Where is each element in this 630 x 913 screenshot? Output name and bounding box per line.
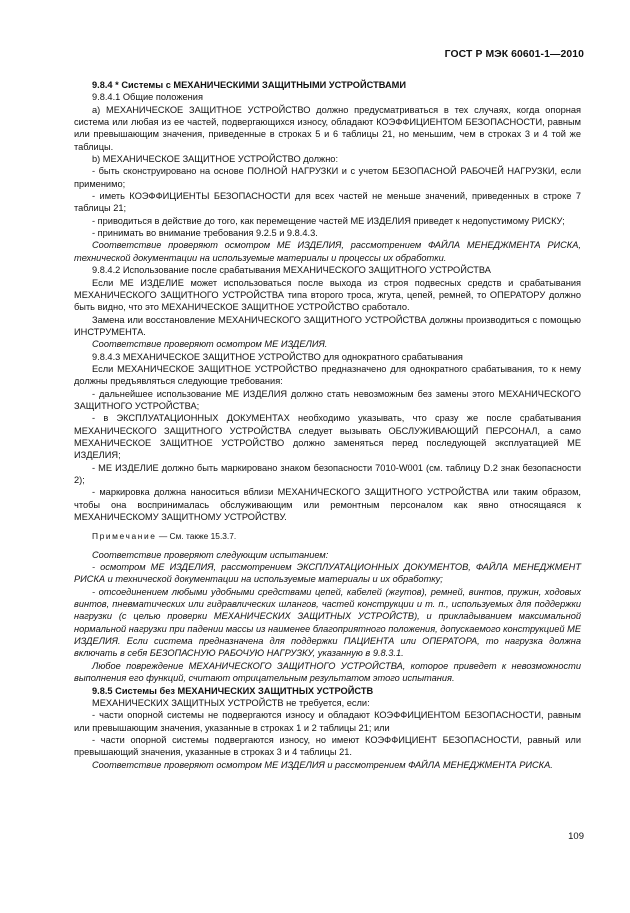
compliance-paragraph: Любое повреждение МЕХАНИЧЕСКОГО ЗАЩИТНОГО УСТРОЙСТВА, которое приведет к невозможности выполнения его функций, считают отрицательным результатом этого испытания. xyxy=(74,660,581,684)
paragraph: Если МЕХАНИЧЕСКОЕ ЗАЩИТНОЕ УСТРОЙСТВО предназначено для однократного срабатывания, то к нему должны предъявляться следующие требования: xyxy=(74,363,581,387)
list-item: - приводиться в действие до того, как перемещение частей МЕ ИЗДЕЛИЯ приведет к недопустимому РИСКУ; xyxy=(92,215,565,226)
subsection-heading-9-8-4-2: 9.8.4.2 Использование после срабатывания МЕХАНИЧЕСКОГО ЗАЩИТНОГО УСТРОЙСТВА xyxy=(92,265,491,276)
test-list-item: - осмотром МЕ ИЗДЕЛИЯ, рассмотрением ЭКСПЛУАТАЦИОННЫХ ДОКУМЕНТОВ, ФАЙЛА МЕНЕДЖМЕНТ РИСКА и технической документации на используемые материалы и их обработку; xyxy=(74,562,581,585)
list-item: - части опорной системы подвергаются износу, но имеют КОЭФФИЦИЕНТ БЕЗОПАСНОСТИ, равный или превышающий значения, указанные в строках 3 и 4 таблицы 21. xyxy=(74,734,581,758)
compliance-paragraph: Соответствие проверяют осмотром МЕ ИЗДЕЛИЯ и рассмотрением ФАЙЛА МЕНЕДЖМЕНТА РИСКА. xyxy=(92,759,553,770)
paragraph: Если МЕ ИЗДЕЛИЕ может использоваться после выхода из строя подвесных средств и срабатывания МЕХАНИЧЕСКОГО ЗАЩИТНОГО УСТРОЙСТВА типа второго троса, жгута, цепей, ремней, то ОПЕРАТОРУ должно быть видно, что это МЕХАНИЧЕСКОЕ ЗАЩИТНОЕ УСТРОЙСТВО сработало. xyxy=(74,277,581,313)
list-item: - принимать во внимание требования 9.2.5 и 9.8.4.3. xyxy=(92,228,318,239)
paragraph: МЕХАНИЧЕСКИХ ЗАЩИТНЫХ УСТРОЙСТВ не требуется, если: xyxy=(92,697,370,708)
test-list-item: - отсоединением любыми удобными средствами цепей, кабелей (жгутов), ремней, винтов, пружин, ходовых винтов, пневматических или гидравлических шлангов, частей конструкции и т. п., используемых для поддержки нагрузки (с целью проверки МЕХАНИЧЕСКИХ ЗАЩИТНЫХ УСТРОЙСТВ), и прикладыванием максимальной нормальной нагрузки при падении массы из наименее благоприятного положения, допускаемого конструкцией МЕ ИЗДЕЛИЯ. Если система предназначена для поддержки ПАЦИЕНТА или ОПЕРАТОРА, то нагрузка должна включать в себя БЕЗОПАСНУЮ РАБОЧУЮ НАГРУЗКУ, указанную в 9.8.3.1. xyxy=(74,586,581,659)
section-heading-9-8-5: 9.8.5 Системы без МЕХАНИЧЕСКИХ ЗАЩИТНЫХ УСТРОЙСТВ xyxy=(92,685,374,696)
compliance-paragraph: Соответствие проверяют осмотром МЕ ИЗДЕЛИЯ. xyxy=(92,339,328,350)
paragraph: а) МЕХАНИЧЕСКОЕ ЗАЩИТНОЕ УСТРОЙСТВО должно предусматриваться в тех случаях, когда опорная система или любая из ее частей, подвергающихся износу, обладают КОЭФФИЦИЕНТОМ БЕЗОПАСНОСТИ, равным или превышающим значения, приведенные в строках 5 и 6 таблицы 21, но меньшим, чем в строках 3 и 4 той же таблицы. xyxy=(74,104,581,152)
standard-header: ГОСТ Р МЭК 60601-1—2010 xyxy=(444,49,584,60)
subsection-heading-9-8-4-1: 9.8.4.1 Общие положения xyxy=(92,92,203,103)
paragraph: b) МЕХАНИЧЕСКОЕ ЗАЩИТНОЕ УСТРОЙСТВО должно: xyxy=(92,154,339,165)
list-item: - иметь КОЭФФИЦИЕНТЫ БЕЗОПАСНОСТИ для всех частей не меньше значений, приведенных в строке 7 таблицы 21; xyxy=(74,191,581,214)
list-item: - в ЭКСПЛУАТАЦИОННЫХ ДОКУМЕНТАХ необходимо указывать, что сразу же после срабатывания МЕХАНИЧЕСКОГО ЗАЩИТНОГО УСТРОЙСТВА следует вызывать ОБСЛУЖИВАЮЩИЙ ПЕРСОНАЛ, а само МЕХАНИЧЕСКОЕ ЗАЩИТНОЕ УСТРОЙСТВО должно заменяться перед последующей эксплуатацией МЕ ИЗДЕЛИЯ; xyxy=(74,413,581,461)
note xyxy=(74,530,581,542)
list-item: - быть сконструировано на основе ПОЛНОЙ НАГРУЗКИ и с учетом БЕЗОПАСНОЙ РАБОЧЕЙ НАГРУЗКИ, если применимо; xyxy=(74,166,581,189)
note-text: — См. также 15.3.7. xyxy=(158,531,237,542)
section-heading-9-8-4: 9.8.4 * Системы с МЕХАНИЧЕСКИМИ ЗАЩИТНЫМИ УСТРОЙСТВАМИ xyxy=(92,80,406,90)
list-item: - маркировка должна наноситься вблизи МЕХАНИЧЕСКОГО ЗАЩИТНОГО УСТРОЙСТВА или таким образом, чтобы она воспринималась обслуживающим или ремонтным персоналом как явно относящаяся к МЕХАНИЧЕСКОМУ ЗАЩИТНОМУ УСТРОЙСТВУ. xyxy=(74,487,581,523)
list-item: - МЕ ИЗДЕЛИЕ должно быть маркировано знаком безопасности 7010-W001 (см. таблицу D.2 знак безопасности 2); xyxy=(74,462,581,485)
page-body xyxy=(74,79,581,771)
compliance-paragraph: Соответствие проверяют осмотром МЕ ИЗДЕЛИЯ, рассмотрением ФАЙЛА МЕНЕДЖМЕНТА РИСКА, технической документации на используемые материалы и процессы их обработки. xyxy=(74,240,581,263)
page-number: 109 xyxy=(568,831,584,842)
subsection-heading-9-8-4-3: 9.8.4.3 МЕХАНИЧЕСКОЕ ЗАЩИТНОЕ УСТРОЙСТВО для однократного срабатывания xyxy=(92,351,463,362)
compliance-paragraph: Соответствие проверяют следующим испытанием: xyxy=(92,549,329,560)
list-item: - дальнейшее использование МЕ ИЗДЕЛИЯ должно стать невозможным без замены этого МЕХАНИЧЕСКОГО ЗАЩИТНОГО УСТРОЙСТВА; xyxy=(74,388,581,411)
note-label: Примечание xyxy=(92,531,157,542)
paragraph: Замена или восстановление МЕХАНИЧЕСКОГО ЗАЩИТНОГО УСТРОЙСТВА должны производиться с помощью ИНСТРУМЕНТА. xyxy=(74,314,581,337)
list-item: - части опорной системы не подвергаются износу и обладают КОЭФФИЦИЕНТОМ БЕЗОПАСНОСТИ, равным или превышающим значения, указанные в строках 1 и 2 таблицы 21; или xyxy=(74,710,581,733)
